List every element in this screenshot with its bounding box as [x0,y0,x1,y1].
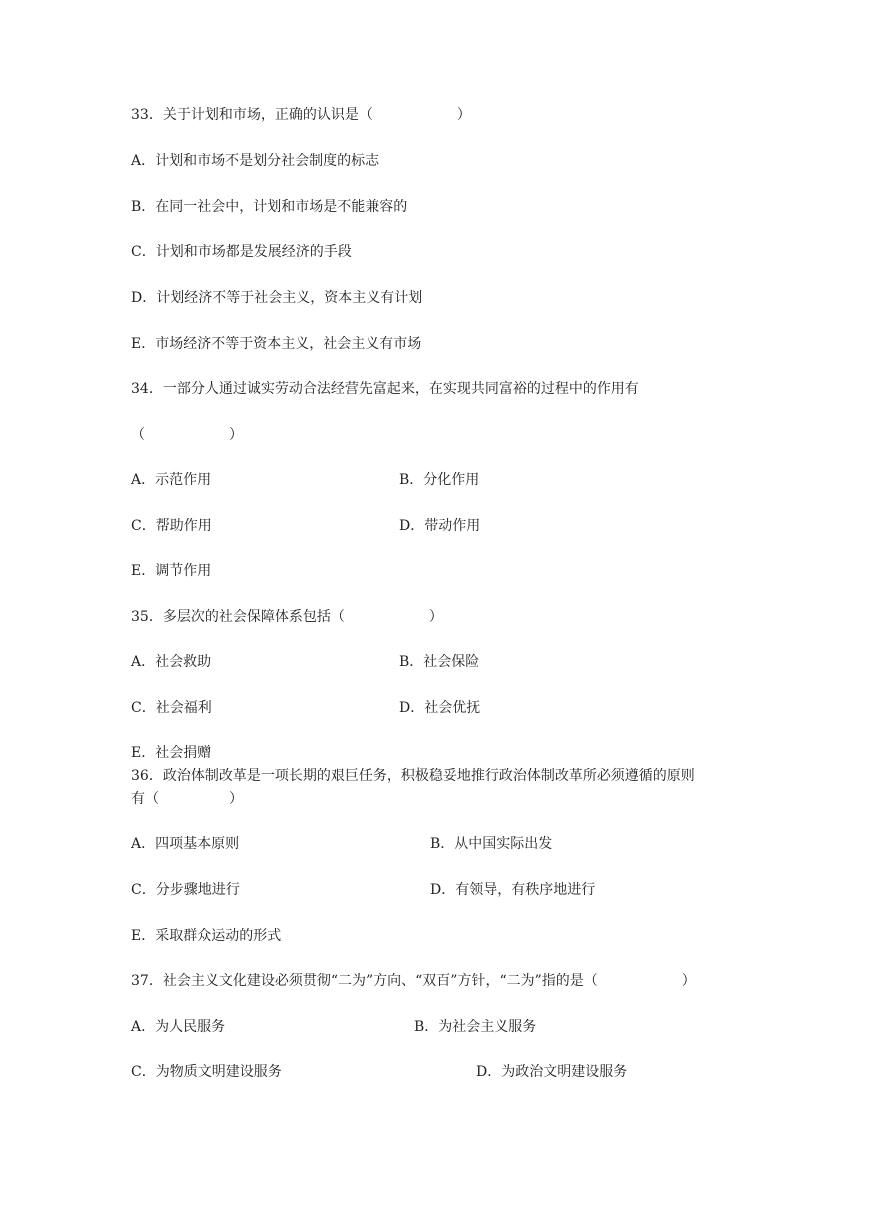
question-34-option-e: E．调节作用 [131,563,212,579]
question-34-option-b: B．分化作用 [399,472,480,488]
question-35-option-b: B．社会保险 [399,654,480,670]
question-37-option-b: B．为社会主义服务 [414,1019,537,1035]
question-37-option-d: D．为政治文明建设服务 [476,1064,628,1080]
question-34-stem: 34．一部分人通过诚实劳动合法经营先富起来，在实现共同富裕的过程中的作用有 [131,381,639,397]
question-36-option-c: C．分步骤地进行 [131,882,240,898]
question-35-option-a: A．社会救助 [131,654,212,670]
question-36-option-d: D．有领导，有秩序地进行 [430,882,596,898]
question-36-option-b: B．从中国实际出发 [430,836,553,852]
question-33-stem: 33．关于计划和市场，正确的认识是（ ） [131,107,471,123]
question-37-option-c: C．为物质文明建设服务 [131,1064,282,1080]
question-34-option-d: D．带动作用 [399,518,481,534]
question-37-stem: 37．社会主义文化建设必须贯彻“二为”方向、“双百”方针，“二为”指的是（ ） [131,973,696,989]
question-33-option-d: D．计划经济不等于社会主义，资本主义有计划 [131,290,423,306]
question-36-stem-cont: 有（ ） [131,791,243,807]
question-34-stem-cont: （ ） [131,427,243,443]
question-37-option-a: A．为人民服务 [131,1019,226,1035]
question-33-option-e: E．市场经济不等于资本主义，社会主义有市场 [131,336,422,352]
question-36-option-a: A．四项基本原则 [131,836,240,852]
question-35-option-e: E．社会捐赠 [131,745,212,761]
question-33-option-a: A．计划和市场不是划分社会制度的标志 [131,153,380,169]
question-33-option-b: B．在同一社会中，计划和市场是不能兼容的 [131,199,408,215]
question-36-option-e: E．采取群众运动的形式 [131,928,282,944]
question-35-option-c: C．社会福利 [131,700,212,716]
question-35-option-d: D．社会优抚 [399,700,481,716]
question-34-option-a: A．示范作用 [131,472,212,488]
question-36-stem: 36．政治体制改革是一项长期的艰巨任务，积极稳妥地推行政治体制改革所必须遵循的原则 [131,768,695,784]
question-33-option-c: C．计划和市场都是发展经济的手段 [131,244,352,260]
question-35-stem: 35．多层次的社会保障体系包括（ ） [131,609,443,625]
question-34-option-c: C．帮助作用 [131,518,212,534]
